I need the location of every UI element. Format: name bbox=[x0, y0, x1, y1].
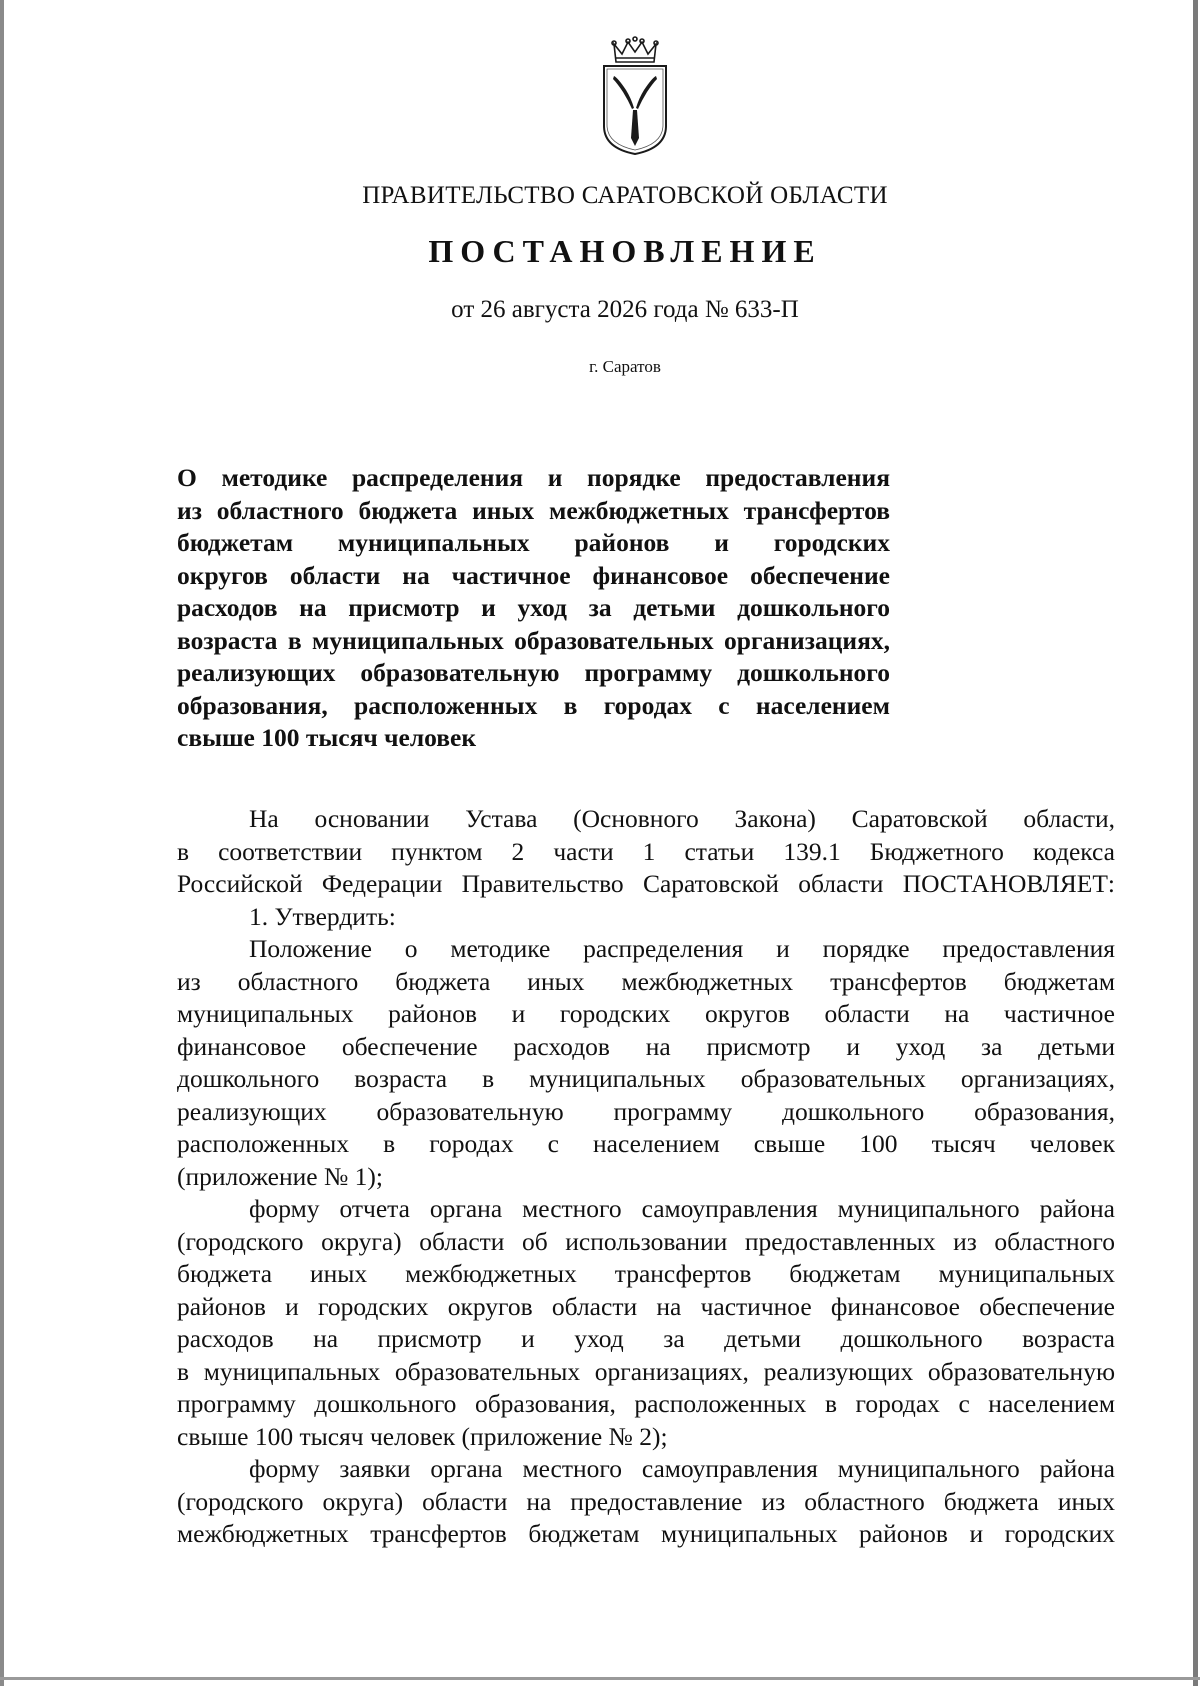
subject-line: возраста в муниципальных образовательных организациях, bbox=[177, 625, 890, 655]
subject-line: расходов на присмотр и уход за детьми дошкольного bbox=[177, 593, 890, 622]
body-line: форму заявки органа местного самоуправления муниципального района bbox=[249, 1454, 1115, 1483]
body-line: программу дошкольного образования, расположенных в городах с населением bbox=[177, 1389, 1115, 1418]
body-line: 1. Утвердить: bbox=[249, 901, 396, 931]
body-line: финансовое обеспечение расходов на присмотр и уход за детьми bbox=[177, 1031, 1115, 1061]
subject-line: реализующих образовательную программу дошкольного bbox=[177, 658, 890, 687]
body-line: в муниципальных образовательных организациях, реализующих образовательную bbox=[177, 1356, 1115, 1386]
subject-line: О методике распределения и порядке предоставления bbox=[177, 463, 890, 492]
body-line: дошкольного возраста в муниципальных образовательных организациях, bbox=[177, 1064, 1115, 1093]
body-line: расположенных в городах с населением свыше 100 тысяч человек bbox=[177, 1129, 1115, 1158]
body-line: из областного бюджета иных межбюджетных трансфертов бюджетам bbox=[177, 966, 1115, 996]
document-type-title: ПОСТАНОВЛЕНИЕ bbox=[428, 233, 822, 269]
subject-line: образования, расположенных в городах с населением bbox=[177, 690, 890, 720]
scan-edge-bottom bbox=[0, 1677, 1200, 1680]
body-line: (приложение № 1); bbox=[177, 1161, 383, 1191]
issuing-authority: ПРАВИТЕЛЬСТВО САРАТОВСКОЙ ОБЛАСТИ bbox=[362, 182, 888, 209]
body-line: бюджета иных межбюджетных трансфертов бюджетам муниципальных bbox=[177, 1259, 1115, 1288]
body-line: форму отчета органа местного самоуправления муниципального района bbox=[249, 1194, 1115, 1223]
body-line: реализующих образовательную программу дошкольного образования, bbox=[177, 1096, 1115, 1126]
body-line: Российской Федерации Правительство Саратовской области ПОСТАНОВЛЯЕТ: bbox=[177, 869, 1115, 898]
body-line: межбюджетных трансфертов бюджетам муниципальных районов и городских bbox=[177, 1519, 1115, 1548]
body-line: (городского округа) области на предоставление из областного бюджета иных bbox=[177, 1486, 1115, 1516]
body-line: муниципальных районов и городских округов области на частичное bbox=[177, 999, 1115, 1028]
document-city: г. Саратов bbox=[589, 357, 661, 376]
subject-line: бюджетам муниципальных районов и городских bbox=[177, 528, 890, 557]
subject-line: округов области на частичное финансовое обеспечение bbox=[177, 560, 890, 590]
document-subject bbox=[177, 462, 890, 755]
body-line: в соответствии пунктом 2 части 1 статьи 139.1 Бюджетного кодекса bbox=[177, 836, 1115, 866]
subject-line: свыше 100 тысяч человек bbox=[177, 723, 477, 752]
body-line: расходов на присмотр и уход за детьми дошкольного возраста bbox=[177, 1324, 1115, 1353]
document-date-number: от 26 августа 2026 года № 633-П bbox=[451, 296, 799, 323]
body-line: районов и городских округов области на частичное финансовое обеспечение bbox=[177, 1291, 1115, 1321]
body-line: На основании Устава (Основного Закона) Саратовской области, bbox=[249, 804, 1115, 833]
subject-line: из областного бюджета иных межбюджетных трансфертов bbox=[177, 495, 890, 525]
body-line: свыше 100 тысяч человек (приложение № 2); bbox=[177, 1421, 668, 1451]
document-body bbox=[177, 803, 1115, 1551]
saratov-coat-of-arms-icon bbox=[596, 34, 674, 158]
body-line: (городского округа) области об использовании предоставленных из областного bbox=[177, 1226, 1115, 1256]
body-line: Положение о методике распределения и порядке предоставления bbox=[249, 934, 1115, 963]
